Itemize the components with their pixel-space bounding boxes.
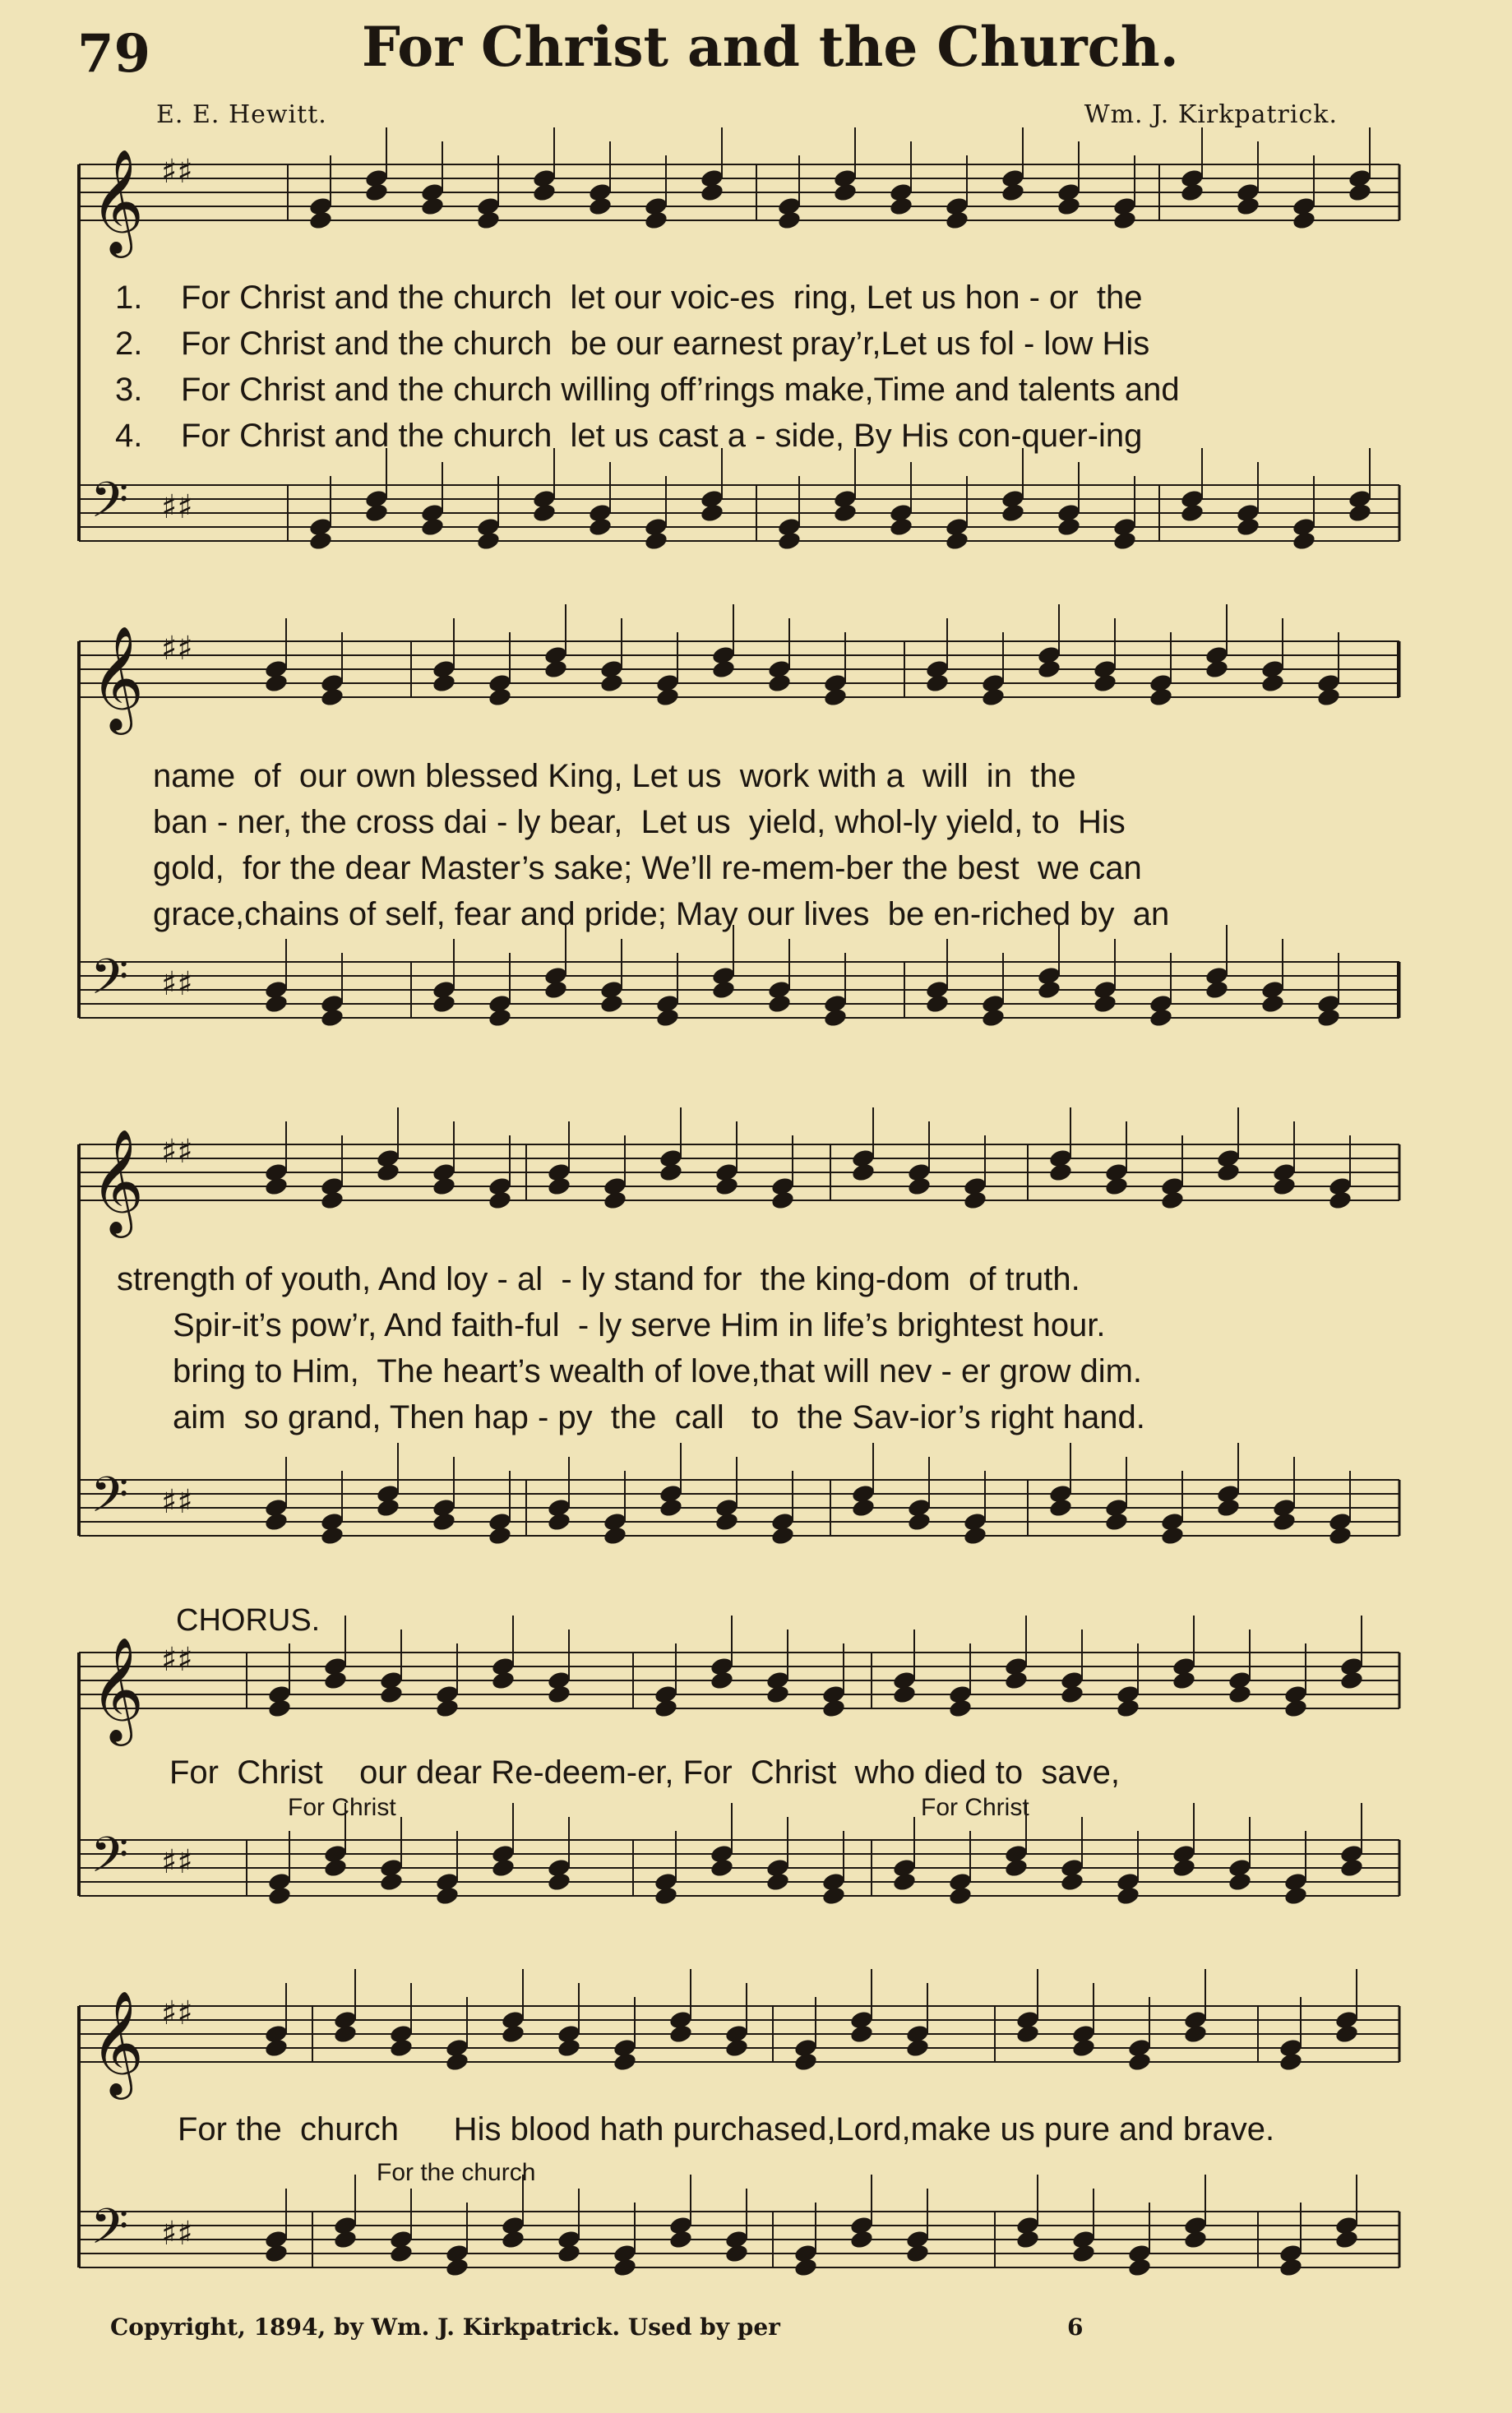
notehead [323, 1670, 349, 1691]
author-credit: E. E. Hewitt. [156, 100, 327, 129]
notehead [1339, 1857, 1365, 1879]
notehead [1112, 530, 1138, 552]
notehead [1283, 1885, 1309, 1907]
key-signature-icon: ♯♯ [161, 1133, 193, 1171]
notehead [849, 2229, 875, 2250]
verse-1-line-1: 1. For Christ and the church let our voic-es ring, Let us hon - or the [115, 280, 1143, 316]
notehead [488, 686, 513, 708]
notehead [488, 1007, 513, 1029]
notehead [655, 1007, 681, 1029]
notehead [1180, 182, 1205, 203]
treble-clef-icon: 𝄞 [90, 625, 145, 730]
notehead [1292, 210, 1317, 231]
notehead [547, 1511, 572, 1532]
notehead [821, 1698, 847, 1719]
chorus-line-1: For Christ our dear Re-deem-er, For Christ who died to save, [169, 1754, 1120, 1791]
bass-clef-icon: 𝄢 [90, 1466, 129, 1535]
verse-2-line-3: Spir-it’s pow’r, And faith-ful - ly serve Him in life’s brightest hour. [173, 1307, 1106, 1343]
notehead [1278, 2257, 1304, 2278]
notehead [476, 530, 502, 552]
notehead [1093, 673, 1118, 694]
notehead [770, 1190, 796, 1211]
notehead [1316, 1007, 1342, 1029]
key-signature-icon: ♯♯ [161, 153, 193, 191]
notehead [543, 979, 569, 1001]
notehead [1228, 1871, 1253, 1893]
notehead [700, 182, 725, 203]
notehead [765, 1871, 791, 1893]
notehead [1236, 196, 1261, 217]
key-signature-icon: ♯♯ [161, 1483, 193, 1521]
notehead [599, 673, 625, 694]
verse-4-line-3: aim so grand, Then hap - py the call to the Sav-ior’s right hand. [173, 1399, 1145, 1435]
treble-clef-icon: 𝄞 [90, 1990, 145, 2095]
key-signature-icon: ♯♯ [161, 630, 193, 668]
key-signature-icon: ♯♯ [161, 1995, 193, 2032]
notehead [488, 1525, 513, 1546]
notehead [435, 1885, 460, 1907]
notehead [1334, 2023, 1360, 2045]
notehead [1112, 210, 1138, 231]
notehead [659, 1162, 684, 1183]
notehead [435, 1698, 460, 1719]
notehead [892, 1684, 918, 1705]
bass-clef-icon: 𝄢 [90, 2198, 129, 2267]
notehead [1283, 1698, 1309, 1719]
composer-credit: Wm. J. Kirkpatrick. [1084, 100, 1338, 129]
notehead [613, 2257, 638, 2278]
notehead [1060, 1684, 1085, 1705]
notehead [907, 1176, 932, 1197]
notehead [710, 1857, 735, 1879]
key-signature-icon: ♯♯ [161, 2215, 193, 2253]
notehead [532, 502, 557, 524]
notehead [945, 210, 970, 231]
notehead [264, 1511, 289, 1532]
notehead [547, 1176, 572, 1197]
notehead [389, 2243, 414, 2264]
bass-clef-icon: 𝄢 [90, 471, 129, 540]
notehead [320, 1007, 345, 1029]
notehead [308, 210, 334, 231]
key-signature-icon: ♯♯ [161, 1641, 193, 1679]
notehead [264, 673, 289, 694]
notehead [389, 2037, 414, 2059]
verse-1-line-2: name of our own blessed King, Let us work with a will in the [153, 758, 1076, 794]
notehead [1004, 1670, 1029, 1691]
notehead [1316, 686, 1342, 708]
notehead [1260, 673, 1286, 694]
notehead [488, 1190, 513, 1211]
verse-3-line-2: gold, for the dear Master’s sake; We’ll re-mem-ber the best we can [153, 850, 1142, 886]
notehead [588, 516, 613, 538]
notehead [264, 2243, 289, 2264]
notehead [1172, 1857, 1197, 1879]
notehead [981, 1007, 1006, 1029]
notehead [1272, 1511, 1297, 1532]
notehead [777, 210, 802, 231]
notehead [1015, 2023, 1041, 2045]
notehead [945, 530, 970, 552]
verse-2-line-2: ban - ner, the cross dai - ly bear, Let us yield, whol-ly yield, to His [153, 804, 1126, 840]
notehead [1216, 1162, 1242, 1183]
notehead [445, 2051, 470, 2073]
treble-clef-icon: 𝄞 [90, 1128, 145, 1233]
notehead [1334, 2229, 1360, 2250]
notehead [491, 1857, 516, 1879]
notehead [420, 516, 446, 538]
notehead [1183, 2229, 1209, 2250]
chorus-cue-for-christ-2: For Christ [921, 1794, 1029, 1821]
notehead [1278, 2051, 1304, 2073]
notehead [1149, 686, 1174, 708]
notehead [793, 2051, 819, 2073]
notehead [445, 2257, 470, 2278]
notehead [765, 1684, 791, 1705]
notehead [267, 1885, 293, 1907]
notehead [1071, 2243, 1097, 2264]
notehead [1116, 1885, 1141, 1907]
notehead [770, 1525, 796, 1546]
verse-1-line-3: strength of youth, And loy - al - ly stand for the king-dom of truth. [117, 1261, 1080, 1297]
notehead [1104, 1511, 1130, 1532]
notehead [1292, 530, 1317, 552]
notehead [1116, 1698, 1141, 1719]
notehead [1160, 1525, 1186, 1546]
notehead [889, 196, 914, 217]
notehead [1127, 2051, 1153, 2073]
notehead [823, 1007, 848, 1029]
notehead [432, 1511, 457, 1532]
notehead [777, 530, 802, 552]
treble-clef-icon: 𝄞 [90, 1636, 145, 1741]
notehead [264, 993, 289, 1015]
notehead [1104, 1176, 1130, 1197]
notehead [1127, 2257, 1153, 2278]
key-signature-icon: ♯♯ [161, 488, 193, 526]
notehead [320, 1190, 345, 1211]
notehead [711, 979, 737, 1001]
hymn-number: 79 [77, 23, 151, 85]
notehead [379, 1684, 405, 1705]
notehead [376, 1497, 401, 1519]
notehead [501, 2023, 526, 2045]
notehead [547, 1871, 572, 1893]
notehead [532, 182, 557, 203]
notehead [889, 516, 914, 538]
key-signature-icon: ♯♯ [161, 965, 193, 1003]
notehead [1057, 516, 1082, 538]
notehead [724, 2037, 750, 2059]
verse-2-line-1: 2. For Christ and the church be our earnest pray’r,Let us fol - low His [115, 326, 1150, 362]
key-signature-icon: ♯♯ [161, 1843, 193, 1881]
notehead [714, 1176, 740, 1197]
notehead [1180, 502, 1205, 524]
notehead [1149, 1007, 1174, 1029]
notehead [833, 182, 858, 203]
notehead [849, 2023, 875, 2045]
notehead [603, 1525, 628, 1546]
notehead [1205, 979, 1230, 1001]
notehead [1037, 979, 1062, 1001]
notehead [543, 659, 569, 680]
notehead [364, 182, 390, 203]
notehead [1160, 1190, 1186, 1211]
notehead [668, 2229, 694, 2250]
notehead [1015, 2229, 1041, 2250]
notehead [320, 686, 345, 708]
notehead [557, 2243, 582, 2264]
notehead [379, 1871, 405, 1893]
notehead [963, 1190, 988, 1211]
notehead [320, 1525, 345, 1546]
notehead [644, 210, 669, 231]
notehead [547, 1684, 572, 1705]
notehead [308, 530, 334, 552]
notehead [724, 2243, 750, 2264]
notehead [907, 1511, 932, 1532]
notehead [767, 993, 793, 1015]
notehead [432, 673, 457, 694]
notehead [1001, 182, 1026, 203]
notehead [644, 530, 669, 552]
notehead [1057, 196, 1082, 217]
page-mark: 6 [1067, 2314, 1084, 2341]
notehead [1205, 659, 1230, 680]
notehead [588, 196, 613, 217]
notehead [333, 2023, 358, 2045]
notehead [905, 2243, 931, 2264]
copyright-notice: Copyright, 1894, by Wm. J. Kirkpatrick. Used by per [110, 2314, 780, 2341]
notehead [711, 659, 737, 680]
chorus-line-2: For the church His blood hath purchased,Lord,make us pure and brave. [178, 2111, 1275, 2147]
notehead [905, 2037, 931, 2059]
notehead [267, 1698, 293, 1719]
notehead [1228, 1684, 1253, 1705]
notehead [659, 1497, 684, 1519]
notehead [333, 2229, 358, 2250]
chorus-label: CHORUS. [176, 1603, 321, 1638]
notehead [925, 993, 950, 1015]
notehead [1048, 1497, 1074, 1519]
notehead [1037, 659, 1062, 680]
hymn-title: For Christ and the Church. [362, 15, 1179, 79]
notehead [491, 1670, 516, 1691]
notehead [613, 2051, 638, 2073]
notehead [963, 1525, 988, 1546]
chorus-cue-for-the-church: For the church [377, 2159, 536, 2186]
notehead [710, 1670, 735, 1691]
notehead [603, 1190, 628, 1211]
notehead [767, 673, 793, 694]
notehead [655, 686, 681, 708]
verse-4-line-2: grace,chains of self, fear and pride; May our lives be en-riched by an [153, 896, 1170, 932]
verse-4-line-1: 4. For Christ and the church let us cast a - side, By His con-quer-ing [115, 418, 1143, 454]
notehead [1328, 1525, 1353, 1546]
notehead [1172, 1670, 1197, 1691]
notehead [892, 1871, 918, 1893]
notehead [432, 993, 457, 1015]
notehead [1348, 182, 1373, 203]
notehead [364, 502, 390, 524]
notehead [1001, 502, 1026, 524]
notehead [948, 1885, 973, 1907]
notehead [1260, 993, 1286, 1015]
treble-clef-icon: 𝄞 [90, 148, 145, 253]
notehead [1071, 2037, 1097, 2059]
notehead [1348, 502, 1373, 524]
notehead [851, 1162, 876, 1183]
verse-3-line-1: 3. For Christ and the church willing off’rings make,Time and talents and [115, 372, 1180, 408]
notehead [654, 1698, 679, 1719]
notehead [1060, 1871, 1085, 1893]
notehead [1339, 1670, 1365, 1691]
notehead [1093, 993, 1118, 1015]
notehead [833, 502, 858, 524]
notehead [1216, 1497, 1242, 1519]
notehead [793, 2257, 819, 2278]
notehead [476, 210, 502, 231]
notehead [948, 1698, 973, 1719]
bass-clef-icon: 𝄢 [90, 948, 129, 1017]
verse-3-line-3: bring to Him, The heart’s wealth of love,that will nev - er grow dim. [173, 1353, 1143, 1389]
notehead [557, 2037, 582, 2059]
notehead [264, 1176, 289, 1197]
notehead [501, 2229, 526, 2250]
notehead [714, 1511, 740, 1532]
notehead [981, 686, 1006, 708]
notehead [376, 1162, 401, 1183]
notehead [323, 1857, 349, 1879]
notehead [599, 993, 625, 1015]
chorus-cue-for-christ-1: For Christ [288, 1794, 396, 1821]
notehead [668, 2023, 694, 2045]
notehead [420, 196, 446, 217]
notehead [264, 2037, 289, 2059]
notehead [1272, 1176, 1297, 1197]
notehead [1328, 1190, 1353, 1211]
notehead [700, 502, 725, 524]
notehead [823, 686, 848, 708]
notehead [1048, 1162, 1074, 1183]
notehead [1183, 2023, 1209, 2045]
notehead [821, 1885, 847, 1907]
notehead [851, 1497, 876, 1519]
bass-clef-icon: 𝄢 [90, 1826, 129, 1895]
notehead [654, 1885, 679, 1907]
notehead [1004, 1857, 1029, 1879]
notehead [432, 1176, 457, 1197]
notehead [1236, 516, 1261, 538]
notehead [925, 673, 950, 694]
